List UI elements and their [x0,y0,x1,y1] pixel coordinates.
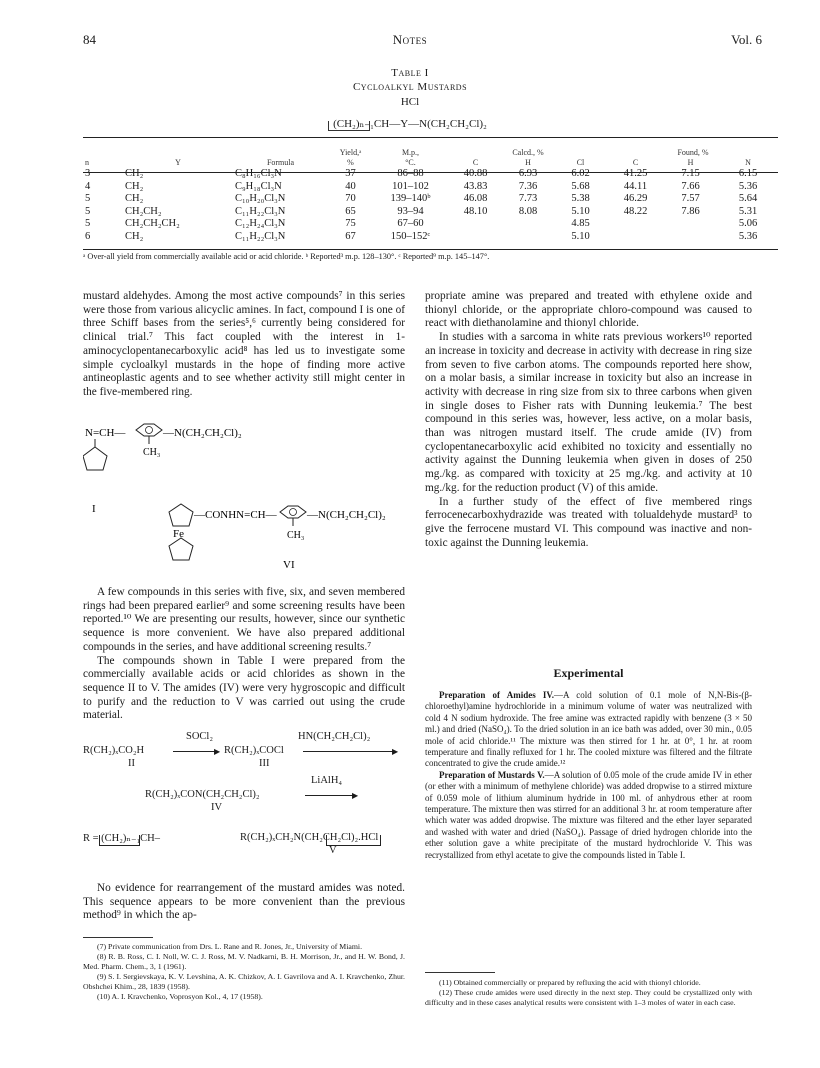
table-cell: 37 [345,168,356,179]
arrowhead-1: ▶ [214,747,221,756]
table-cell: 7.57 [681,193,700,204]
table-cell: 139–140ᵇ [390,193,431,204]
table-label: Table I [391,67,429,79]
left-footnotes [83,942,405,1002]
table-cell: 5 [85,193,91,204]
struct-vi-amine: —N(CH₂CH₂Cl)₂ [307,509,386,521]
footnote-rule-left [83,937,153,938]
table-cell: 6 [85,230,91,242]
col-header: N [745,157,751,167]
mp-group-header: M.p., [401,148,420,157]
right-para-2: In studies with a sarcoma in white rats previous workers¹⁰ reported an increase in toxicity and decrease in activity with decrease in ring size from seven to five carbon atoms. The compounds reported here show, on a molar basis, a similar increase in toxicity but also an increase in activity with decrease in ring size from six to three carbons when given in single doses to Fisher rats with Dunning leukemia.⁷ The best compound in this series was, however, less active, on a molar basis, than was nitrogen mustard itself. The crude amide (IV) from cyclopentanecarboxylic acid exhibited no toxicity and essentially no activity against the Dunning leukemia when given in doses of 250 mg./kg. as compared with toxicity at 25 mg./kg. and activity at 10 mg./kg. for the reduction product (V) of this amide. [425,331,752,494]
table-cell: 43.83 [463,180,488,192]
exp-1-heading: Preparation of Amides IV. [439,690,555,700]
table-cell: 70 [345,193,356,204]
col-header: % [347,157,354,167]
left-column [83,290,405,400]
table-cell: 46.29 [623,193,648,204]
col-header: Y [175,157,181,167]
table-cell: 101–102 [392,180,429,192]
table-row [83,206,778,219]
table-cell: 86–88 [397,168,424,179]
col-header: H [687,157,694,167]
cyclopentane-ring-i [83,447,107,470]
col-header: C [472,157,479,167]
label-v: V [329,845,337,856]
struct-vi-methyl: CH₃ [287,530,305,541]
table-hcl: HCl [400,96,420,108]
footnote-rule-right [425,972,495,973]
col-header: H [525,157,531,167]
table-cell: 6.93 [518,168,538,179]
exp-para-2 [425,770,752,861]
arrow-3 [305,795,355,796]
header-group-row [83,148,778,158]
table-row [83,218,778,231]
table-cell: 7.15 [681,168,700,179]
table-cell: 7.66 [681,180,700,192]
experimental-section [425,690,752,861]
ring-bracket [328,121,370,131]
table-cell: C₉H₁₈Cl₃N [235,180,282,192]
table-cell: 75 [345,218,356,229]
col-header: Formula [266,157,295,167]
table-top-rule [83,137,778,138]
table-cell: 150–152ᶜ [390,230,431,242]
table-cell: C₁₀H₂₀Cl₃N [235,193,286,204]
left-para-1: mustard aldehydes. Among the most active compounds⁷ in this series were those from various alicyclic amines. In fact, compound I is one of three Schiff bases from the series⁵,⁶ currently being considered for clinical trial.⁷ This fact coupled with the interest in 1-aminocyclopentanecarboxylic acid⁸ has led us to investigate some simple cycloalkyl mustards in the hope of finding more active antineoplastic agents and to see whether activity still might center in the five-membered ring. [83,290,405,398]
table-row [83,181,778,194]
table-cell [448,218,503,231]
reagent-socl2: SOCl₂ [186,731,214,742]
label-i: I [92,503,96,515]
left-para-2: A few compounds in this series with five, six, and seven membered rings had been prepared earlier⁹ and some screening results have been reported.¹⁰ We are presenting our results, however, since our synthetic sequence is more convenient. We have also prepared additional compounds in the series, and have additional screening results.⁷ [83,586,405,653]
table-cell: 7.36 [518,180,538,192]
table-cell [608,231,663,244]
table-cell: 5.36 [738,230,758,242]
left-para-4: No evidence for rearrangement of the mustard amides was noted. This sequence appears to be more convenient than the previous method⁹ in which the ap- [83,882,405,922]
exp-para-1 [425,690,752,770]
table-cell: C₁₁H₂₂Cl₃N [235,205,286,217]
table-cell [608,218,663,231]
left-para-3: The compounds shown in Table I were prepared from the commercially available acids or acid chlorides as shown in the sequence II to V. The amides (IV) were very hygroscopic and difficult to purify and the reduction to V was carried out using the crude material. [83,654,405,722]
compound-ii: R(CH₂)ₓCO₂H [83,745,145,756]
compound-iii: R(CH₂)ₓCOCl [224,745,284,756]
table-cell: 5.68 [571,180,590,192]
label-vi: VI [283,559,295,571]
r-ring-bracket [99,835,140,846]
found-group-header: Found, % [677,148,709,157]
col-header: °C. [405,157,416,167]
struct-i-imine: N=CH— [85,427,126,439]
arrowhead-3: ▶ [352,791,359,800]
benzene-aromatic-circle [290,509,297,516]
label-ii: II [128,758,135,769]
table-cell: C₁₂H₂₄Cl₃N [235,218,286,229]
table-cell: 44.11 [623,180,648,192]
footnote-9: (9) S. I. Sergievskaya, K. V. Levshina, A. K. Chizkov, A. I. Gavrilova and A. I. Kravchenko, Zhur. Obshchei Khim., 28, 1839 (1958). [83,972,405,991]
table-header-rule [83,172,778,173]
footnote-12: (12) These crude amides were used directly in the next step. They could be crystallized only with difficulty and in these cases analytical results were consistent with 1–3 moles of water in each case. [425,988,752,1007]
footnote-8: (8) R. B. Ross, C. I. Noll, W. C. J. Ross, M. V. Nadkarni, B. H. Morrison, Jr., and H. W. Bond, J. Med. Pharm. Chem., 3, 1 (1961). [83,952,405,971]
benzene-ring-i [136,424,162,436]
compound-iv: R(CH₂)ₓCON(CH₂CH₂Cl)₂ [145,789,260,800]
table-cell: 65 [345,205,356,217]
table-cell: 5.31 [738,205,758,217]
table-cell: CH₂CH₂CH₂ [125,218,180,229]
table-cell: CH₂ [125,230,144,242]
data-table [83,148,778,243]
label-iii: III [259,758,270,769]
table-cell: 93–94 [397,205,424,217]
yield-group-header: Yield,ᵃ [339,148,362,157]
table-cell: 8.08 [518,205,538,217]
col-header: C [632,157,639,167]
reagent-lialh4: LiAlH₄ [311,775,343,786]
right-column [425,290,752,550]
arrowhead-2: ▶ [392,747,399,756]
table-cell: 5 [85,205,91,217]
table-row [83,193,778,206]
table-cell: 5 [85,218,91,229]
table-cell: 5.38 [571,193,590,204]
table-cell: 48.10 [463,205,488,217]
table-cell: 7.73 [518,193,538,204]
structures-figure [83,420,408,575]
table-general-formula: (CH₂)ₙ₋₁CH—Y—N(CH₂CH₂Cl)₂ [333,118,487,130]
label-iv: IV [211,802,223,813]
table-cell: 41.25 [623,168,648,179]
left-column-end [83,882,405,923]
arrow-1 [173,751,217,752]
table-cell: 48.22 [623,205,648,217]
table-footnote: ᵃ Over-all yield from commercially available acid or acid chloride. ᵇ Reported³ m.p. 128–130°. ᶜ Reported⁹ m.p. 145–147°. [83,252,490,261]
footnote-7: (7) Private communication from Drs. L. Rane and R. Jones, Jr., University of Miami. [97,942,363,951]
table-title: Cycloalkyl Mustards [352,81,468,93]
right-para-3: In a further study of the effect of five membered rings ferrocenecarboxhydrazide was treated with tolualdehyde mustard³ to give the ferrocene mustard VI. This compound was inactive and non-toxic against the Dunning leukemia. [425,495,752,549]
col-header: n [85,157,89,167]
exp-2-text: —A solution of 0.05 mole of the crude amide IV in ether (or ether with a minimum of methylene chloride) was added dropwise to a stirred mixture of 0.059 mole of lithium aluminum hydride in 100 ml. of anhydrous ether at room temperature. The mixture then was stirred for an additional 3 hr. at room temperature after which water was added dropwise. The mixture was filtered and the ether layer separated and washed with water and dried (NaSO₄). Passage of dried hydrogen chloride into the ether solution gave a white precipitate of the mustard hydrochloride V. This was recrystallized from ethyl acetate to give the compounds listed in Table I. [425,769,752,860]
running-head: Notes [392,32,428,47]
volume-label: Vol. 6 [731,32,762,47]
table-cell: 7.86 [681,205,700,217]
col-header: Cl [576,157,585,167]
exp-2-heading: Preparation of Mustards V. [439,769,545,780]
table-cell: CH₂CH₂ [125,205,162,217]
table-cell: C₈H₁₆Cl₃N [235,168,282,179]
r-definition: R = (CH₂)ₙ₋₁CH– [83,833,160,844]
left-column-lower [83,586,405,723]
right-para-1: propriate amine was prepared and treated with ethylene oxide and thionyl chloride, or the appropriate chloro-compound was caused to react with diethanolamine and thionyl chloride. [425,290,752,330]
table-cell: 5.64 [738,193,758,204]
struct-i-methyl: CH₃ [143,447,161,458]
table-row [83,231,778,244]
table-cell: 40.88 [463,168,488,179]
table-cell: 6.15 [738,168,758,179]
table-cell: 5.10 [571,230,590,242]
arrow-2 [303,751,395,752]
table-cell [503,218,553,231]
reagent-amine: HN(CH₂CH₂Cl)₂ [298,731,371,742]
table-cell: 46.08 [463,193,488,204]
table-bottom-rule [83,249,778,250]
table-cell: 4.85 [571,218,590,229]
compound-v: R(CH₂)ₓCH₂N(CH₂CH₂Cl)₂.HCl [240,832,379,843]
footnote-10: (10) A. I. Kravchenko, Voprosyon Kol., 4, 17 (1958). [97,992,263,1001]
right-footnotes [425,978,752,1008]
cyclopentadienyl-ring-bottom [169,538,193,560]
benzene-aromatic-circle [146,427,153,434]
table-cell: C₁₁H₂₂Cl₃N [235,230,286,242]
table-cell: CH₂ [125,193,144,204]
table-cell: 5.36 [738,180,758,192]
exp-1-text: —A cold solution of 0.1 mole of N,N-Bis-(β-chloroethyl)amine hydrochloride in a minimum volume of water was neutralized with cold 4 N sodium hydroxide. The free amine was extracted rapidly with benzene (3 × 50 ml.) and dried (NaSO₄). To the dried solution in an ice bath was added, over 30 min., 0.05 mole of acid chloride.¹¹ The mixture was then stirred for 1 hr. at 0°, 1 hr. at room temperature and finally refluxed for 1 hr. The cooled mixture was filtered and the filtrate concentrated to give the crude amide.¹² [425,690,752,769]
synthesis-scheme [83,731,405,871]
table-cell: 6.02 [571,168,590,179]
experimental-heading: Experimental [553,666,624,680]
table-cell [448,231,503,244]
table-cell: 4 [85,180,91,192]
table-cell: 3 [85,168,91,179]
table-cell: 5.10 [571,205,590,217]
page-number: 84 [83,32,96,47]
struct-vi-hydrazone: —CONHN=CH— [194,509,277,521]
table-cell: CH₂ [125,168,144,179]
table-cell: CH₂ [125,180,144,192]
table-cell: 67 [345,230,356,242]
table-cell [663,231,718,244]
table-cell: 40 [345,180,356,192]
table-cell [503,231,553,244]
table-cell [663,218,718,231]
struct-i-amine: —N(CH₂CH₂Cl)₂ [163,427,242,439]
calcd-group-header: Calcd., % [512,148,544,157]
struct-vi-iron: Fe [173,528,184,540]
cyclopentadienyl-ring-top [169,504,193,526]
column-header-row [83,158,778,168]
table-cell: 67–60 [397,218,424,229]
benzene-ring-vi [280,506,306,518]
table-row [83,167,778,181]
table-cell: 5.06 [738,218,758,229]
footnote-11: (11) Obtained commercially or prepared by refluxing the acid with thionyl chloride. [439,978,701,987]
